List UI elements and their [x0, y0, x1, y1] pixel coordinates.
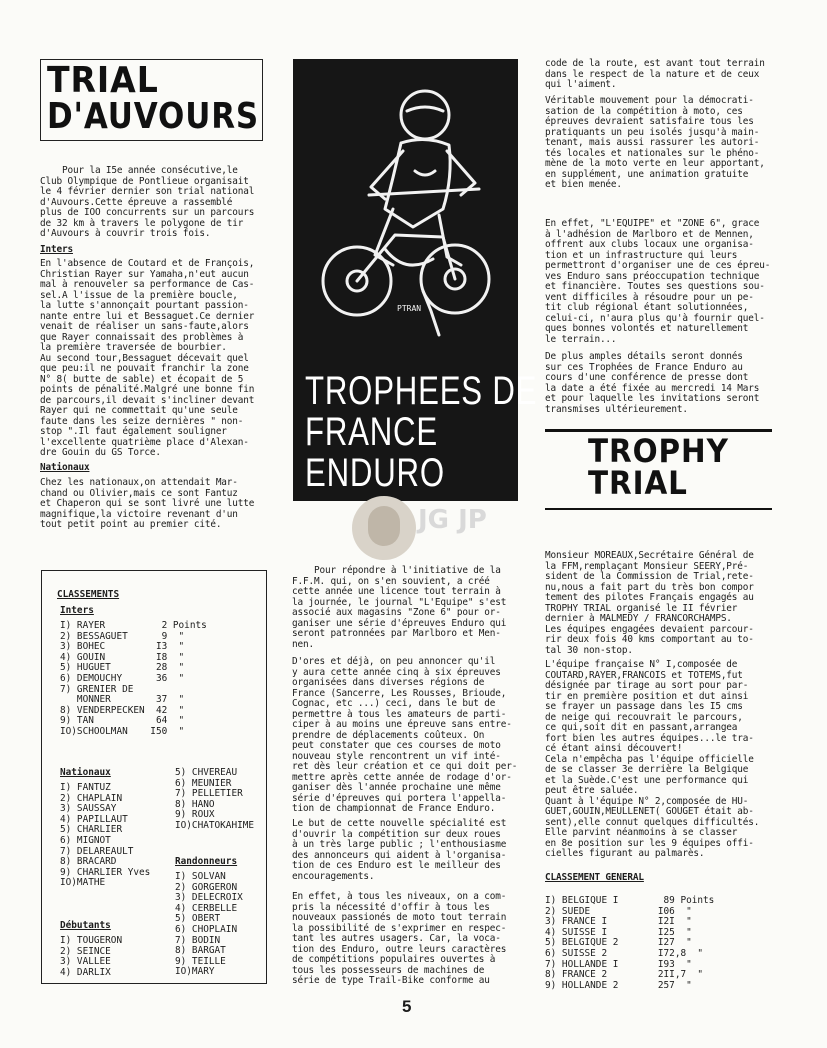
list-item: I) BELGIQUE I 89 Points: [545, 895, 715, 906]
list-item: 8) BRACARD: [60, 856, 117, 868]
list-item: 2) GORGERON: [175, 881, 238, 893]
classements-randonneurs-label: Randonneurs: [175, 856, 238, 867]
enduro-para3: Le but de cette nouvelle spécialité est d'ouvrir la compétition sur deux roues à un très large public ; l'enthousiasme des annonceurs qui aident à l'organisa- tion de ces Enduro est le meilleur des encouragements.: [292, 818, 507, 882]
list-item: 6) SUISSE 2 I72,8 ": [545, 947, 704, 959]
list-item: 7) BODIN: [175, 934, 221, 946]
list-item: 2) SEINCE: [60, 945, 111, 957]
list-item: 2) CHAPLAIN: [60, 792, 123, 804]
list-item: 6) MIGNOT: [60, 834, 111, 846]
nationaux-heading: Nationaux: [40, 462, 90, 473]
classements-debutants-list: [60, 936, 122, 978]
list-item: 4) SUISSE I I25 ": [545, 926, 692, 938]
list-item: 6) MEUNIER: [175, 777, 232, 789]
inters-text: En l'absence de Coutard et de François, Christian Rayer sur Yamaha,n'eut aucun mal à renouveler sa performance de Cas- sel.A l'issue de la première boucle, la lutte s'annonçait pourtant passion- nante entre lui et Bessaguet.Ce dernier venait de réaliser un sans-faute,alors que Rayer connaissait des problèmes à la première traversée de bourbier. Au second tour,Bessaguet décevait quel que peu:il ne pouvait franchir la zone N° 8( butte de sable) et écopait de 5 points de pénalité.Malgré une bonne fin de parcours,il devait s'incliner devant Rayer qui ne commettait qu'une seule faute dans les seize dernières " non- stop ".Il faut également souligner l'excellente quatrième place d'Alexan- dre Gouin du GS Torce.: [40, 258, 255, 458]
trial-auvours-title-line1: TRIAL: [47, 60, 159, 101]
list-item: 5) CHVEREAU: [175, 767, 238, 778]
list-item: I) TOUGERON: [60, 935, 123, 946]
list-item: I) RAYER 2 Points: [60, 620, 207, 631]
enduro-para4: En effet, à tous les niveaux, on a com- pris la nécessité d'offir à tous les nouveaux passionés de moto tout terrain la possibilité de s'exprimer en respec- tant les autres usagers. Car, la voca- tion des Enduro, outre leurs caractères de compétitions populaires ouvertes à tous les possesseurs de machines de série de type Trail-Bike conforme au: [292, 891, 507, 986]
list-item: 6) CHOPLAIN: [175, 923, 238, 935]
classements-debutants-label: Débutants: [60, 920, 111, 931]
classements-nationaux-label: Nationaux: [60, 767, 111, 778]
trial-auvours-title-line2: D'AUVOURS: [47, 96, 260, 137]
classements-inters-label: Inters: [60, 605, 94, 616]
col3-para2: Véritable mouvement pour la démocrati- sation de la compétition à moto, ces épreuves devraient satisfaire tous les pratiquants un peu isolés jusqu'à main- tenant, mais aussi rassurer les autori- tés locales et nationales sur le phéno- mène de la moto verte en leur apportant, en supplément, une animation gratuite et bien menée.: [545, 95, 765, 190]
list-item: 6) DEMOUCHY 36 ": [60, 672, 185, 684]
list-item: 8) FRANCE 2 2II,7 ": [545, 969, 704, 981]
list-item: 9) TAN 64 ": [60, 715, 185, 727]
watermark-logo: JG JP: [418, 505, 487, 535]
trial-auvours-title-box: [40, 59, 263, 141]
trophy-trial-title-line1: TROPHY: [588, 432, 729, 470]
list-item: MONNER 37 ": [60, 694, 185, 706]
classements-title: CLASSEMENTS: [57, 589, 120, 600]
classements-nationaux-right: [175, 768, 254, 832]
list-item: 3) VALLEE: [60, 956, 111, 968]
col3-para4: De plus amples détails seront donnés sur ces Trophées de France Enduro au cours d'une conférence de presse dont la date a été fixée au mercredi 14 Mars et pour laquelle les invitations seront transmises ultérieurement.: [545, 351, 760, 415]
list-item: 3) SAUSSAY: [60, 803, 117, 815]
enduro-banner-title-line1: TROPHEES DE: [305, 369, 538, 413]
section-divider: [545, 508, 772, 510]
enduro-para2: D'ores et déjà, on peu annoncer qu'il y aura cette année cinq à six épreuves organisées dans diverses régions de France (Sancerre, Les Rousses, Brioude, Cognac, etc ...) ceci, dans le but de permettre à tous les amateurs de parti- ciper à au moins une épreuve sans entre- prendre de déplacements coûteux. On peut constater que ces courses de moto nouveau style rencontrent un vif inté- ret dès leur création et ce qui doit per- mettre après cette année de rodage d'or- ganiser dès l'année prochaine une même série d'épreuves qui portera l'appella- tion de championnat de France Enduro.: [292, 656, 518, 814]
enduro-para1: Pour répondre à l'initiative de la F.F.M. qui, on s'en souvient, a créé cette année une licence tout terrain à la journée, le journal "L'Equipe" s'est associé aux magasins "Zone 6" pour or- ganiser une série d'épreuves Enduro qui seront patronnées par Marlboro et Men- nen.: [292, 565, 507, 650]
list-item: 2) BESSAGUET 9 ": [60, 630, 185, 642]
author-photo-face: [368, 506, 400, 546]
enduro-banner-title-line2: FRANCE: [305, 410, 438, 454]
illustration-signature: PTRAN: [397, 304, 422, 313]
list-item: 7) HOLLANDE I I93 ": [545, 958, 692, 970]
list-item: 8) VENDERPECKEN 42 ": [60, 704, 185, 716]
trophy-trial-para1: Monsieur MOREAUX,Secrétaire Général de la FFM,remplaçant Monsieur SEERY,Pré- sident de la Commission de Trial,rete- nu,nous a fait part du très bon compor tement des pilotes Français engagés au TROPHY TRIAL organisé le II février dernier à MALMEDY / FRANCORCHAMPS. Les équipes engagées devaient parcour- rir deux fois 40 kms comportant au to- tal 30 non-stop.: [545, 550, 754, 656]
list-item: 3) FRANCE I I2I ": [545, 916, 692, 928]
list-item: 5) CHARLIER: [60, 824, 123, 836]
classements-nationaux-left: [60, 783, 150, 889]
list-item: 9) CHARLIER Yves: [60, 866, 151, 878]
list-item: 5) BELGIQUE 2 I27 ": [545, 937, 692, 949]
list-item: 4) DARLIX: [60, 966, 111, 978]
enduro-banner-title-line3: ENDURO: [305, 451, 445, 495]
list-item: 4) GOUIN I8 ": [60, 651, 185, 663]
list-item: 8) HANO: [175, 798, 215, 810]
inters-heading: Inters: [40, 244, 73, 255]
list-item: 5) HUGUET 28 ": [60, 662, 185, 674]
list-item: IO)SCHOOLMAN I50 ": [60, 725, 185, 737]
list-item: 9) ROUX: [175, 809, 215, 821]
list-item: IO)MATHE: [60, 877, 106, 889]
list-item: 4) PAPILLAUT: [60, 813, 128, 825]
list-item: 8) BARGAT: [175, 945, 226, 957]
enduro-banner: [293, 59, 538, 501]
col3-para1: code de la route, est avant tout terrain dans le respect de la nature et de ceux qui l'aiment.: [545, 58, 765, 90]
list-item: 7) PELLETIER: [175, 788, 243, 800]
classements-randonneurs-list: [175, 872, 243, 978]
list-item: 9) TEILLE: [175, 955, 226, 967]
classements-box: [41, 570, 267, 984]
list-item: 7) GRENIER DE: [60, 683, 134, 695]
list-item: 4) CERBELLE: [175, 902, 238, 914]
motorcycle-rider-illustration: [293, 59, 518, 359]
author-photo: [352, 496, 416, 560]
classement-general-heading: CLASSEMENT GENERAL: [545, 872, 644, 883]
nationaux-text: Chez les nationaux,on attendait Mar- chand ou Olivier,mais ce sont Fantuz et Chaperon qui se sont livré une lutte magnifique,la victoire revenant d'un tout petit point au premier cité.: [40, 477, 255, 530]
list-item: 9) HOLLANDE 2 257 ": [545, 979, 692, 991]
list-item: IO)MARY: [175, 966, 215, 978]
list-item: 3) DELECROIX: [175, 892, 243, 904]
list-item: IO)CHATOKAHIME: [175, 819, 255, 831]
page-number: 5: [402, 997, 412, 1016]
trophy-trial-title-line2: TRIAL: [588, 464, 688, 502]
classements-inters-list: [60, 621, 207, 738]
col3-para3: En effet, "L'EQUIPE" et "ZONE 6", grace à l'adhésion de Marlboro et de Mennen, offrent aux clubs locaux une organisa- tion et un infrastructure qui leurs permettront d'organiser une de ces épreu- ves Enduro sans préoccupation technique et financière. Toutes ses questions sou- vent difficiles à résoudre pour un pe- tit club régional étant solutionnées, celui-ci, n'aura plus qu'à fournir quel- ques bonnes volontés et naturellement le terrain...: [545, 218, 771, 345]
list-item: I) FANTUZ: [60, 782, 111, 793]
list-item: 5) OBERT: [175, 913, 221, 925]
list-item: I) SOLVAN: [175, 871, 226, 882]
list-item: 3) BOHEC I3 ": [60, 641, 185, 653]
list-item: 7) DELAREAULT: [60, 845, 134, 857]
trophy-trial-para2: L'équipe française N° I,composée de COUTARD,RAYER,FRANCOIS et TOTEMS,fut désignée par tirage au sort pour par- tir en première position et dut ainsi se frayer un passage dans les I5 cms de neige qui recouvrait le parcours, ce qui,soit dit en passant,arrangea fort bien les autres équipes...le tra- cé étant ainsi découvert! Cela n'empêcha pas l'équipe officielle de se classer 3e derrière la Belgique et la Suède.C'est une performance qui peut être saluée. Quant à l'équipe N° 2,composée de HU- GUET,GOUIN,MEULLENET( GOUGET était ab- sent),elle connut quelques difficultés. Elle parvint néanmoins à se classer en 8e position sur les 9 équipes offi- cielles figurant au palmarès.: [545, 659, 760, 859]
trial-auvours-intro: Pour la I5e année consécutive,le Club Olympique de Pontlieue organisait le 4 février dernier son trial national d'Auvours.Cette épreuve a rassemblé plus de IOO concurrents sur un parcours de 32 km à travers le polygone de tir d'Auvours à couvrir trois fois.: [40, 165, 255, 239]
list-item: 2) SUEDE I06 ": [545, 905, 692, 917]
classement-general-list: [545, 896, 714, 991]
